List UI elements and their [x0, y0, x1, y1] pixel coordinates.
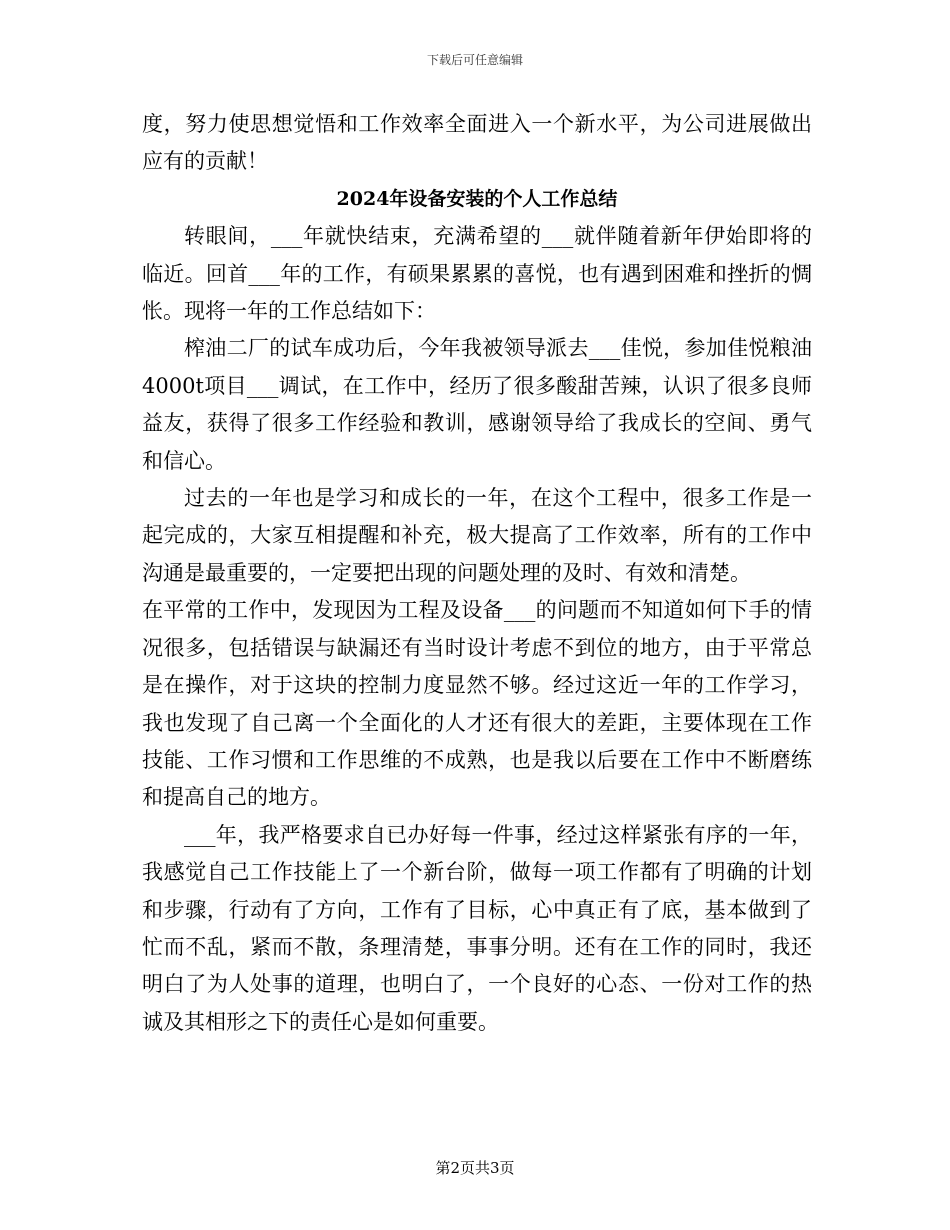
page-header: 下载后可任意编辑 — [426, 53, 523, 67]
body-paragraph-3: 过去的一年也是学习和成长的一年，在这个工程中，很多工作是一起完成的，大家互相提醒和补充，极大提高了工作效率，所有的工作中沟通是最重要的，一定要把出现的问题处理的及时、有效和清楚。 — [142, 486, 812, 585]
continuation-paragraph: 度，努力使思想觉悟和工作效率全面进入一个新水平，为公司进展做出应有的贡献！ — [142, 112, 812, 174]
body-paragraph-4: 在平常的工作中，发现因为工程及设备___的问题而不知道如何下手的情况很多，包括错误与缺漏还有当时设计考虑不到位的地方，由于平常总是在操作，对于这块的控制力度显然不够。经过这近一年的工作学习，我也发现了自己离一个全面化的人才还有很大的差距，主要体现在工作技能、工作习惯和工作思维的不成熟，也是我以后要在工作中不断磨练和提高自己的地方。 — [142, 598, 812, 810]
body-paragraph-1: 转眼间，___年就快结束，充满希望的___就伴随着新年伊始即将的临近。回首___年的工作，有硕果累累的喜悦，也有遇到困难和挫折的惆怅。现将一年的工作总结如下： — [142, 224, 812, 324]
document-title: 2024年设备安装的个人工作总结 — [336, 187, 618, 210]
body-paragraph-5: ___年，我严格要求自已办好每一件事，经过这样紧张有序的一年，我感觉自己工作技能上了一个新台阶，做每一项工作都有了明确的计划和步骤，行动有了方向，工作有了目标，心中真正有了底，基本做到了忙而不乱，紧而不散，条理清楚，事事分明。还有在工作的同时，我还明白了为人处事的道理，也明白了，一个良好的心态、一份对工作的热诚及其相形之下的责任心是如何重要。 — [142, 822, 812, 1034]
document-body — [142, 106, 812, 1041]
body-paragraph-2: 榨油二厂的试车成功后，今年我被领导派去___佳悦，参加佳悦粮油4000t项目___调试，在工作中，经历了很多酸甜苦辣，认识了很多良师益友，获得了很多工作经验和教训，感谢领导给了我成长的空间、勇气和信心。 — [142, 336, 812, 473]
page-number: 第2页共3页 — [435, 1159, 515, 1177]
